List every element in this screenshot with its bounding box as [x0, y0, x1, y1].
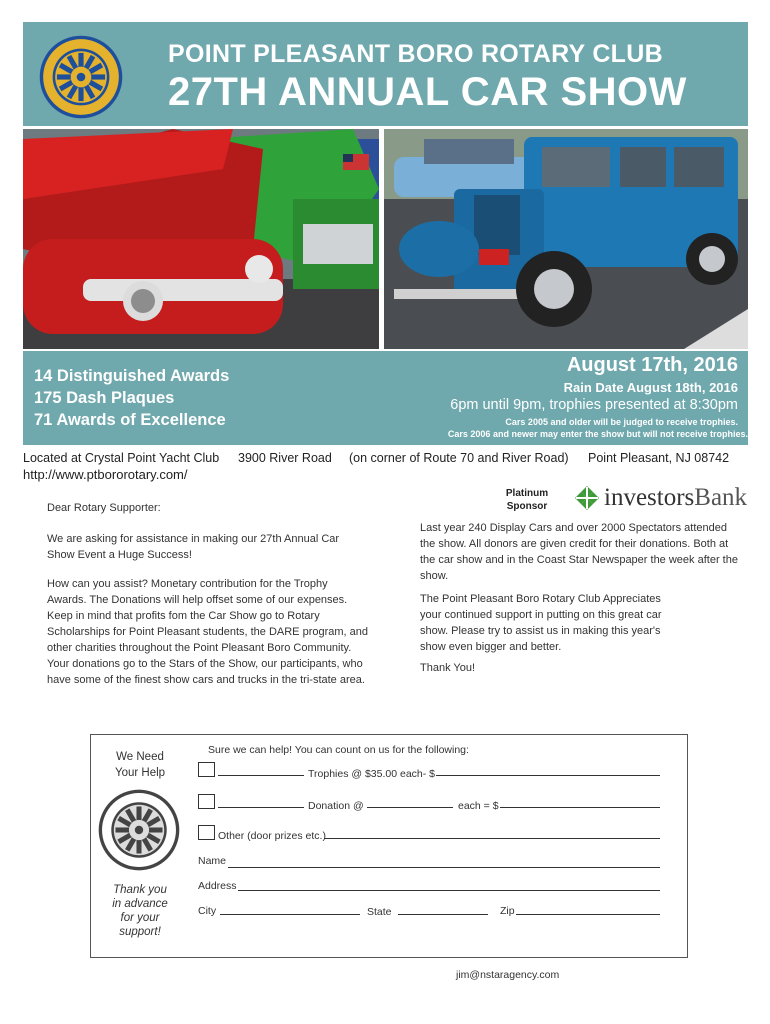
blue-car-photo: [384, 129, 748, 349]
address-label: Address: [198, 880, 237, 892]
trophies-amount-field[interactable]: [436, 775, 660, 776]
rotary-logo: [97, 788, 181, 872]
judging-note-2: Cars 2006 and newer may enter the show but will not receive trophies.: [447, 429, 748, 439]
thanks-note: Thank you in advance for your support!: [112, 884, 168, 938]
award-item: 14 Distinguished Awards: [34, 367, 230, 385]
address-field[interactable]: [238, 890, 660, 891]
city: Point Pleasant, NJ 08742: [588, 451, 730, 465]
state-field[interactable]: [398, 914, 488, 915]
rain-date: Rain Date August 18th, 2016: [563, 380, 738, 395]
award-item: 175 Dash Plaques: [34, 389, 175, 407]
form-intro: Sure we can help! You can count on us for the following:: [208, 744, 469, 756]
sponsor-name: investorsBank: [604, 484, 748, 511]
other-field[interactable]: [324, 838, 660, 839]
zip-field[interactable]: [516, 914, 660, 915]
letter-paragraph: Last year 240 Display Cars and over 2000 Spectators attended the show. All donors are given credit for their donations. Both at the car show and in the Coast Star Newspaper the week after the show.: [420, 522, 738, 582]
donation-qty-field[interactable]: [218, 807, 304, 808]
name-label: Name: [198, 855, 227, 867]
letter-paragraph: The Point Pleasant Boro Rotary Club Appreciates your continued support in putting on this great car show. Please try to assist us in making this year's show even bigger and better.: [420, 593, 662, 653]
zip-label: Zip: [500, 905, 515, 917]
need-help: We Need Your Help: [114, 751, 166, 779]
city-field[interactable]: [220, 914, 360, 915]
investors-bank-icon: [574, 485, 600, 511]
name-field[interactable]: [228, 867, 660, 868]
other-checkbox[interactable]: [198, 825, 215, 840]
other-label: Other (door prizes etc.): [218, 830, 326, 842]
website-link[interactable]: http://www.ptbororotary.com/: [23, 467, 188, 482]
state-label: State: [367, 906, 392, 918]
donation-rate-field[interactable]: [367, 807, 453, 808]
thank-you: Thank You!: [420, 662, 476, 674]
each-label: each = $: [458, 800, 499, 812]
donation-label: Donation @: [308, 800, 364, 812]
judging-note-1: Cars 2005 and older will be judged to receive trophies.: [505, 417, 738, 427]
award-item: 71 Awards of Excellence: [34, 411, 226, 429]
event-date: August 17th, 2016: [566, 354, 738, 376]
event-title: 27TH ANNUAL CAR SHOW: [168, 70, 687, 114]
rotary-logo: [38, 34, 124, 120]
city-label: City: [198, 905, 217, 917]
sponsor-label: Platinum Sponsor: [505, 488, 549, 512]
club-name: POINT PLEASANT BORO ROTARY CLUB: [168, 40, 663, 68]
trophies-label: Trophies @ $35.00 each- $: [308, 768, 436, 780]
letter-paragraph: We are asking for assistance in making our 27th Annual Car Show Event a Huge Success!: [47, 533, 340, 561]
greeting: Dear Rotary Supporter:: [47, 502, 161, 514]
donation-amount-field[interactable]: [500, 807, 660, 808]
trucks-photo: [23, 129, 379, 349]
street: 3900 River Road: [238, 451, 332, 465]
letter-paragraph: How can you assist? Monetary contribution for the Trophy Awards. The Donations will help offset some of our expenses. Keep in mind that profits fom the Car Show go to Rotary Scholarships for Point Pleasant students, the DARE program, and other charities throughout the Point Pleasant Boro Community. Your donations go to the Stars of the Show, our participants, who have some of the finest show cars and trucks in the tri-state area.: [47, 578, 369, 686]
trophies-checkbox[interactable]: [198, 762, 215, 777]
event-time: 6pm until 9pm, trophies presented at 8:30pm: [450, 397, 738, 413]
contact-email[interactable]: jim@nstaragency.com: [456, 969, 560, 981]
corner: (on corner of Route 70 and River Road): [349, 451, 569, 465]
trophies-qty-field[interactable]: [218, 775, 304, 776]
venue: Located at Crystal Point Yacht Club: [23, 451, 220, 465]
donation-checkbox[interactable]: [198, 794, 215, 809]
